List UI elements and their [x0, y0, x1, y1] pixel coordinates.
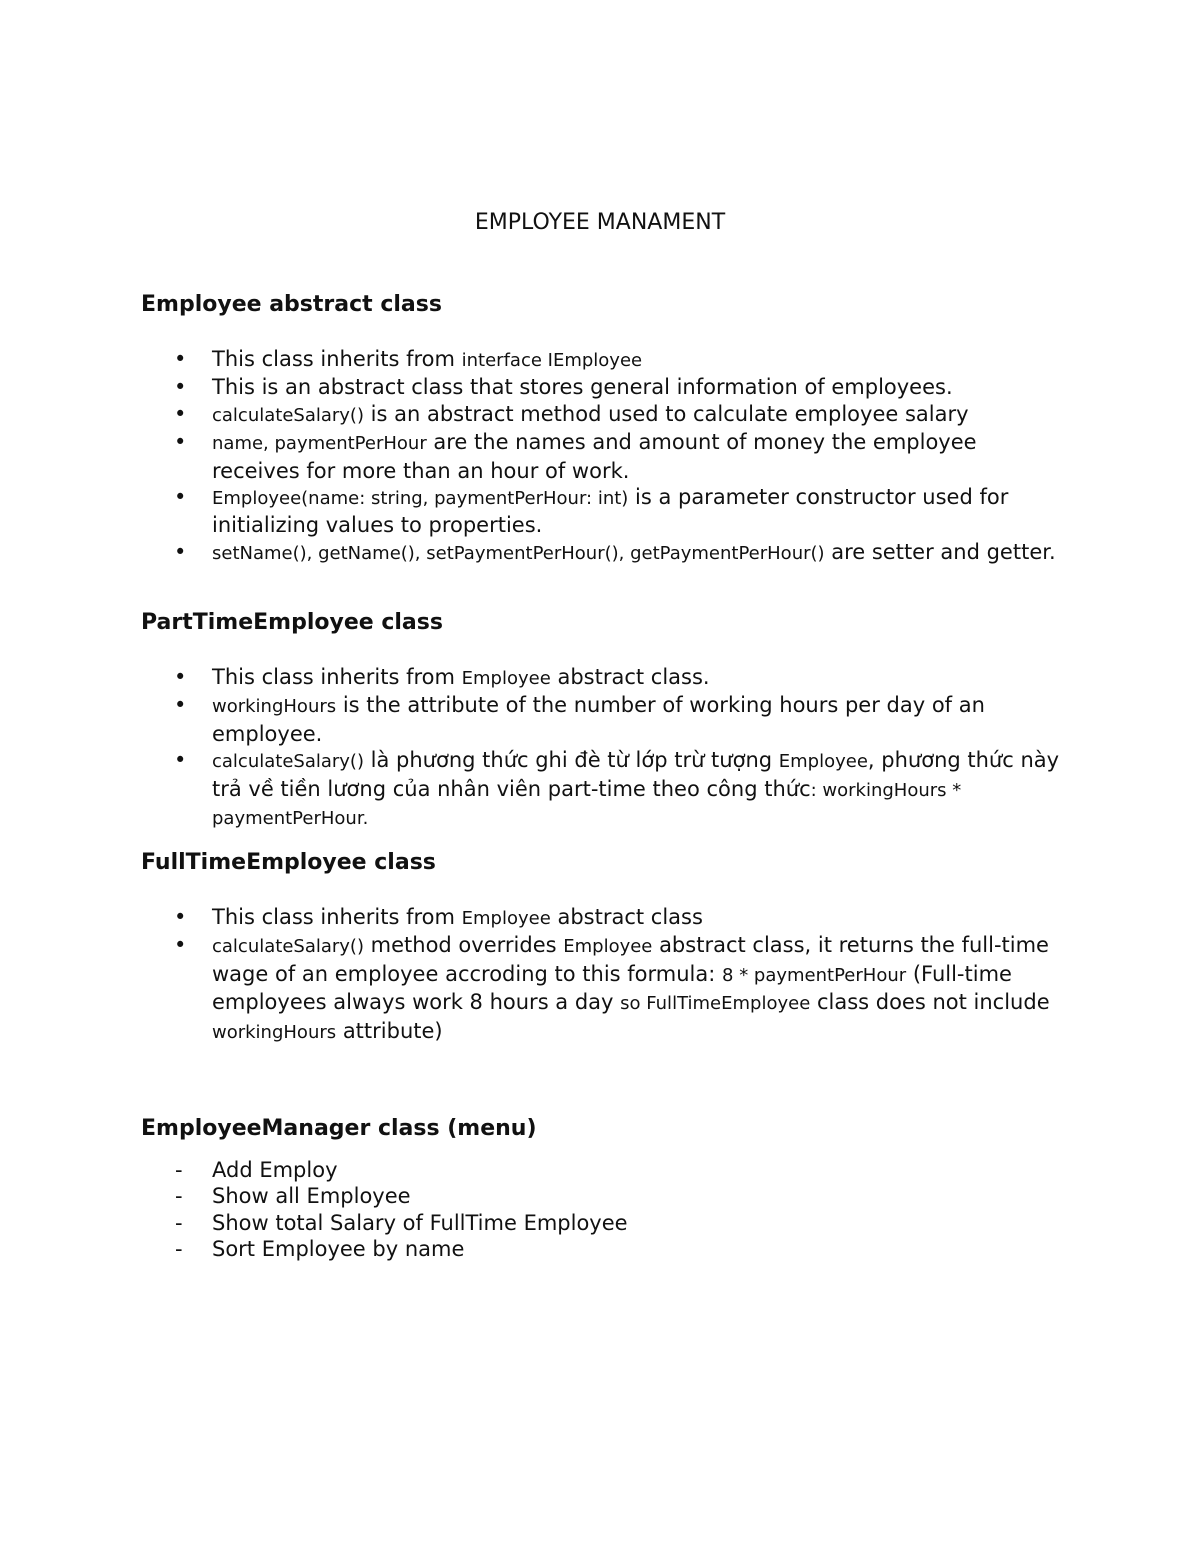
list-item: • This class inherits from interface IEmployee: [174, 347, 643, 371]
document-title: EMPLOYEE MANAMENT: [474, 210, 726, 235]
list-item: - Add Employ: [175, 1158, 338, 1182]
list-item: • calculateSalary() is an abstract method used to calculate employee salary: [174, 401, 969, 426]
dash-marker: -: [175, 1210, 183, 1235]
list-item: • This class inherits from Employee abstract class: [174, 905, 703, 929]
list-item: - Show all Employee: [175, 1184, 411, 1209]
heading-fulltime-employee-class: FullTimeEmployee class: [141, 850, 436, 875]
heading-employee-manager-class: EmployeeManager class (menu): [141, 1116, 537, 1141]
list-item: • This class inherits from Employee abstract class.: [174, 665, 710, 689]
bullet-marker: •: [174, 430, 187, 455]
employee-bullet-list: [141, 346, 1061, 567]
dash-marker: -: [175, 1158, 183, 1182]
bullet-marker: •: [174, 933, 187, 958]
dash-marker: -: [175, 1237, 183, 1262]
fulltime-bullet-list: [141, 904, 1061, 1046]
list-item: • This is an abstract class that stores general information of employees.: [174, 375, 953, 400]
menu-dash-list: [141, 1157, 1061, 1263]
list-item: - Show total Salary of FullTime Employee: [175, 1210, 628, 1235]
bullet-marker: •: [174, 539, 187, 564]
bullet-marker: •: [174, 375, 187, 400]
heading-employee-abstract-class: Employee abstract class: [141, 292, 442, 317]
bullet-marker: •: [174, 665, 187, 689]
list-item: • Employee(name: string, paymentPerHour: int) is a parameter constructor used for initializing values to properties.: [174, 485, 1009, 538]
bullet-marker: •: [174, 905, 187, 929]
list-item: - Sort Employee by name: [175, 1237, 465, 1262]
bullet-marker: •: [174, 347, 187, 371]
heading-parttime-employee-class: PartTimeEmployee class: [141, 610, 443, 635]
bullet-marker: •: [174, 748, 187, 773]
list-item: • name, paymentPerHour are the names and amount of money the employee receives for more than an hour of work.: [174, 430, 977, 483]
parttime-bullet-list: [141, 664, 1061, 832]
list-item: • setName(), getName(), setPaymentPerHour(), getPaymentPerHour() are setter and getter.: [174, 539, 1056, 564]
list-item: • calculateSalary() method overrides Employee abstract class, it returns the full-time wage of an employee accroding to this formula: 8 * paymentPerHour (Full-time employees always work 8 hours a day so FullTimeEmployee class does not include workingHours attribute): [174, 933, 1050, 1043]
list-item: • workingHours is the attribute of the number of working hours per day of an employee.: [174, 693, 985, 746]
list-item: • calculateSalary() là phương thức ghi đè từ lớp trừ tượng Employee, phương thức này trả về tiền lương của nhân viên part-time theo công thức: workingHours * paymentPerHour.: [174, 748, 1060, 830]
dash-marker: -: [175, 1184, 183, 1209]
bullet-marker: •: [174, 401, 187, 426]
bullet-marker: •: [174, 485, 187, 510]
bullet-marker: •: [174, 693, 187, 718]
